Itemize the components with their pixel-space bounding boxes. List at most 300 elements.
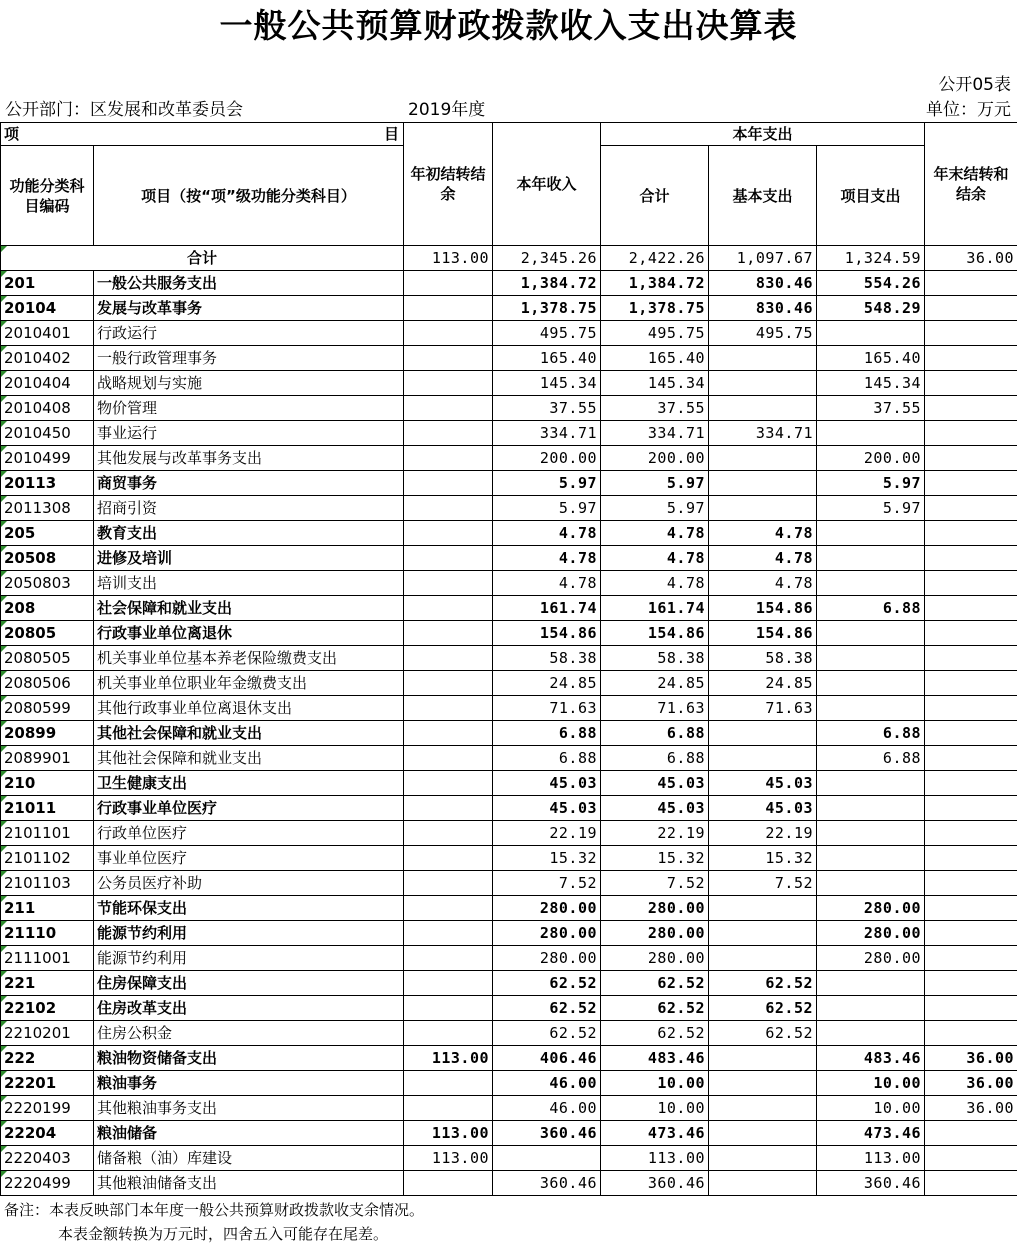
total-basic: 1,097.67 [709,246,817,271]
row-total: 22.19 [601,821,709,846]
table-row [1,721,1017,746]
row-project [817,1021,925,1046]
row-total: 161.74 [601,596,709,621]
fiscal-year: 2019年度 [408,100,486,120]
row-name: 物价管理 [94,396,404,421]
row-total: 280.00 [601,946,709,971]
row-name: 其他粮油储备支出 [94,1171,404,1196]
table-row [1,971,1017,996]
total-end: 36.00 [925,246,1017,271]
row-end [925,546,1017,571]
row-project: 200.00 [817,446,925,471]
row-project: 6.88 [817,596,925,621]
row-total: 6.88 [601,721,709,746]
row-begin [404,771,493,796]
row-code: 20805 [1,621,94,646]
row-project [817,646,925,671]
row-end [925,846,1017,871]
row-end [925,921,1017,946]
row-total: 10.00 [601,1071,709,1096]
row-name: 社会保障和就业支出 [94,596,404,621]
row-basic: 22.19 [709,821,817,846]
row-project [817,621,925,646]
row-income: 280.00 [493,896,601,921]
row-begin [404,446,493,471]
row-code: 2220499 [1,1171,94,1196]
row-begin [404,471,493,496]
row-project: 483.46 [817,1046,925,1071]
row-begin [404,946,493,971]
row-project [817,971,925,996]
table-row [1,821,1017,846]
row-total: 495.75 [601,321,709,346]
row-income: 280.00 [493,946,601,971]
row-name: 粮油物资储备支出 [94,1046,404,1071]
row-code: 2080599 [1,696,94,721]
row-code: 2111001 [1,946,94,971]
row-total: 334.71 [601,421,709,446]
row-project [817,771,925,796]
row-end [925,996,1017,1021]
row-begin [404,646,493,671]
row-begin [404,321,493,346]
row-end [925,521,1017,546]
total-total: 2,422.26 [601,246,709,271]
row-code: 22204 [1,1121,94,1146]
table-row [1,346,1017,371]
row-basic: 45.03 [709,771,817,796]
row-end [925,896,1017,921]
row-income: 6.88 [493,746,601,771]
row-name: 住房保障支出 [94,971,404,996]
table-row [1,946,1017,971]
row-total: 280.00 [601,896,709,921]
row-name: 其他社会保障和就业支出 [94,721,404,746]
row-project: 145.34 [817,371,925,396]
row-income: 1,384.72 [493,271,601,296]
table-row [1,846,1017,871]
row-code: 2010404 [1,371,94,396]
row-end: 36.00 [925,1046,1017,1071]
row-code: 205 [1,521,94,546]
row-code: 21110 [1,921,94,946]
row-income: 360.46 [493,1121,601,1146]
row-code: 20113 [1,471,94,496]
row-end [925,571,1017,596]
row-basic [709,396,817,421]
row-income: 62.52 [493,1021,601,1046]
row-basic [709,896,817,921]
table-row [1,796,1017,821]
row-total: 360.46 [601,1171,709,1196]
budget-table [0,122,1017,1196]
row-name: 教育支出 [94,521,404,546]
row-project [817,521,925,546]
row-end [925,971,1017,996]
table-row [1,546,1017,571]
row-total: 154.86 [601,621,709,646]
row-basic [709,1046,817,1071]
total-begin: 113.00 [404,246,493,271]
row-basic: 7.52 [709,871,817,896]
row-name: 一般行政管理事务 [94,346,404,371]
row-end [925,946,1017,971]
row-total: 483.46 [601,1046,709,1071]
row-total: 6.88 [601,746,709,771]
row-name: 发展与改革事务 [94,296,404,321]
row-code: 2010450 [1,421,94,446]
row-basic [709,371,817,396]
form-number: 公开05表 [938,75,1011,95]
row-basic: 24.85 [709,671,817,696]
row-project [817,846,925,871]
row-begin [404,721,493,746]
row-name: 节能环保支出 [94,896,404,921]
row-total: 62.52 [601,1021,709,1046]
header-expense-group: 本年支出 [601,123,925,146]
row-begin [404,621,493,646]
table-row [1,921,1017,946]
row-code: 201 [1,271,94,296]
row-project: 473.46 [817,1121,925,1146]
row-end [925,721,1017,746]
row-project [817,421,925,446]
row-end [925,446,1017,471]
row-begin [404,421,493,446]
row-name: 其他行政事业单位离退休支出 [94,696,404,721]
row-basic [709,346,817,371]
row-begin [404,1171,493,1196]
row-name: 住房公积金 [94,1021,404,1046]
table-row [1,1021,1017,1046]
row-code: 2220199 [1,1096,94,1121]
row-total: 4.78 [601,521,709,546]
row-code: 2101102 [1,846,94,871]
row-name: 能源节约利用 [94,921,404,946]
row-name: 粮油储备 [94,1121,404,1146]
row-name: 事业运行 [94,421,404,446]
header-total: 合计 [601,146,709,246]
row-basic: 4.78 [709,521,817,546]
row-begin: 113.00 [404,1046,493,1071]
header-end-balance: 年末结转和结余 [925,123,1017,246]
header-item: 项 [4,125,20,143]
row-income: 165.40 [493,346,601,371]
row-income: 495.75 [493,321,601,346]
row-basic [709,446,817,471]
row-name: 战略规划与实施 [94,371,404,396]
report-title: 一般公共预算财政拨款收入支出决算表 [219,6,798,45]
row-income: 15.32 [493,846,601,871]
row-basic [709,746,817,771]
row-basic: 58.38 [709,646,817,671]
row-income: 22.19 [493,821,601,846]
row-basic: 830.46 [709,271,817,296]
row-code: 222 [1,1046,94,1071]
table-row [1,646,1017,671]
row-name: 事业单位医疗 [94,846,404,871]
row-begin [404,396,493,421]
row-project: 10.00 [817,1096,925,1121]
row-end [925,1021,1017,1046]
row-code: 2080506 [1,671,94,696]
row-end [925,296,1017,321]
row-income [493,1146,601,1171]
row-name: 卫生健康支出 [94,771,404,796]
row-income: 145.34 [493,371,601,396]
row-end [925,671,1017,696]
row-begin [404,921,493,946]
row-total: 24.85 [601,671,709,696]
row-begin [404,846,493,871]
row-income: 4.78 [493,521,601,546]
total-row [1,246,1017,271]
row-begin [404,1071,493,1096]
row-end [925,871,1017,896]
row-begin [404,546,493,571]
row-total: 7.52 [601,871,709,896]
row-end [925,421,1017,446]
row-begin [404,596,493,621]
row-end [925,1171,1017,1196]
row-name: 培训支出 [94,571,404,596]
row-code: 2080505 [1,646,94,671]
row-name: 机关事业单位基本养老保险缴费支出 [94,646,404,671]
row-total: 1,384.72 [601,271,709,296]
row-name: 进修及培训 [94,546,404,571]
row-begin [404,271,493,296]
row-project: 280.00 [817,896,925,921]
row-total: 45.03 [601,796,709,821]
table-row [1,321,1017,346]
row-income: 46.00 [493,1071,601,1096]
row-begin [404,696,493,721]
row-code: 210 [1,771,94,796]
row-code: 20508 [1,546,94,571]
row-begin [404,996,493,1021]
row-project: 165.40 [817,346,925,371]
row-basic [709,1096,817,1121]
row-income: 200.00 [493,446,601,471]
total-label: 合计 [1,246,404,271]
row-code: 211 [1,896,94,921]
table-row [1,1121,1017,1146]
row-end [925,1121,1017,1146]
row-code: 2101101 [1,821,94,846]
row-code: 2101103 [1,871,94,896]
row-code: 20899 [1,721,94,746]
row-income: 37.55 [493,396,601,421]
row-code: 2210201 [1,1021,94,1046]
row-name: 商贸事务 [94,471,404,496]
header-begin-balance: 年初结转结余 [404,123,493,246]
row-total: 4.78 [601,571,709,596]
table-row [1,471,1017,496]
row-project: 554.26 [817,271,925,296]
row-basic [709,1171,817,1196]
header-basic: 基本支出 [709,146,817,246]
row-name: 机关事业单位职业年金缴费支出 [94,671,404,696]
row-basic [709,921,817,946]
row-code: 22201 [1,1071,94,1096]
row-end [925,346,1017,371]
row-basic: 495.75 [709,321,817,346]
row-begin [404,746,493,771]
row-begin [404,821,493,846]
header-income: 本年收入 [493,123,601,246]
row-income: 58.38 [493,646,601,671]
row-end [925,371,1017,396]
row-total: 4.78 [601,546,709,571]
row-code: 21011 [1,796,94,821]
row-project: 280.00 [817,921,925,946]
table-row [1,571,1017,596]
row-total: 5.97 [601,471,709,496]
table-row [1,996,1017,1021]
row-income: 334.71 [493,421,601,446]
table-row [1,746,1017,771]
row-name: 储备粮（油）库建设 [94,1146,404,1171]
row-end [925,646,1017,671]
row-income: 46.00 [493,1096,601,1121]
row-basic: 62.52 [709,1021,817,1046]
table-row [1,671,1017,696]
note-2: 本表金额转换为万元时，四舍五入可能存在尾差。 [58,1225,389,1243]
row-basic: 62.52 [709,996,817,1021]
row-income: 71.63 [493,696,601,721]
row-name: 行政单位医疗 [94,821,404,846]
row-project: 280.00 [817,946,925,971]
header-code: 功能分类科目编码 [1,146,94,246]
row-project [817,696,925,721]
row-project [817,796,925,821]
row-basic: 71.63 [709,696,817,721]
row-code: 2050803 [1,571,94,596]
row-begin [404,296,493,321]
row-begin [404,571,493,596]
header-name: 项目（按“项”级功能分类科目） [94,146,404,246]
row-end [925,321,1017,346]
row-code: 221 [1,971,94,996]
row-total: 165.40 [601,346,709,371]
table-row [1,296,1017,321]
row-project: 6.88 [817,746,925,771]
row-project: 6.88 [817,721,925,746]
row-project: 10.00 [817,1071,925,1096]
row-income: 6.88 [493,721,601,746]
row-name: 一般公共服务支出 [94,271,404,296]
row-income: 360.46 [493,1171,601,1196]
table-row [1,771,1017,796]
table-row [1,696,1017,721]
row-income: 5.97 [493,471,601,496]
table-row [1,396,1017,421]
table-row [1,496,1017,521]
table-row [1,1096,1017,1121]
table-row [1,271,1017,296]
row-total: 10.00 [601,1096,709,1121]
row-project [817,996,925,1021]
row-name: 招商引资 [94,496,404,521]
row-begin [404,971,493,996]
row-begin [404,896,493,921]
department-label: 公开部门：区发展和改革委员会 [5,100,243,120]
row-total: 5.97 [601,496,709,521]
row-total: 45.03 [601,771,709,796]
row-code: 2011308 [1,496,94,521]
row-code: 2010401 [1,321,94,346]
row-end [925,796,1017,821]
row-income: 1,378.75 [493,296,601,321]
row-basic: 62.52 [709,971,817,996]
row-basic [709,471,817,496]
row-total: 62.52 [601,971,709,996]
row-basic: 15.32 [709,846,817,871]
row-income: 5.97 [493,496,601,521]
row-begin [404,1096,493,1121]
header-item-cell [1,123,404,146]
row-project: 5.97 [817,471,925,496]
table-row [1,1046,1017,1071]
row-begin: 113.00 [404,1146,493,1171]
table-row [1,596,1017,621]
unit-label: 单位：万元 [926,100,1011,120]
table-row [1,896,1017,921]
row-begin [404,346,493,371]
row-end: 36.00 [925,1071,1017,1096]
row-project: 548.29 [817,296,925,321]
row-name: 行政事业单位医疗 [94,796,404,821]
total-project: 1,324.59 [817,246,925,271]
row-income: 62.52 [493,996,601,1021]
row-basic: 334.71 [709,421,817,446]
row-end [925,1146,1017,1171]
row-end [925,746,1017,771]
row-end [925,621,1017,646]
row-income: 45.03 [493,771,601,796]
row-end [925,496,1017,521]
row-end: 36.00 [925,1096,1017,1121]
row-total: 62.52 [601,996,709,1021]
row-begin: 113.00 [404,1121,493,1146]
row-code: 2010402 [1,346,94,371]
row-income: 154.86 [493,621,601,646]
row-end [925,696,1017,721]
row-end [925,596,1017,621]
row-income: 4.78 [493,546,601,571]
row-total: 280.00 [601,921,709,946]
table-row [1,446,1017,471]
row-project [817,671,925,696]
header-project: 项目支出 [817,146,925,246]
row-basic: 4.78 [709,571,817,596]
row-code: 208 [1,596,94,621]
row-name: 其他社会保障和就业支出 [94,746,404,771]
row-name: 行政运行 [94,321,404,346]
row-code: 22102 [1,996,94,1021]
row-total: 113.00 [601,1146,709,1171]
table-row [1,521,1017,546]
row-income: 280.00 [493,921,601,946]
row-name: 住房改革支出 [94,996,404,1021]
row-code: 2089901 [1,746,94,771]
row-name: 粮油事务 [94,1071,404,1096]
row-income: 45.03 [493,796,601,821]
row-name: 公务员医疗补助 [94,871,404,896]
row-name: 其他发展与改革事务支出 [94,446,404,471]
row-project: 37.55 [817,396,925,421]
row-begin [404,496,493,521]
